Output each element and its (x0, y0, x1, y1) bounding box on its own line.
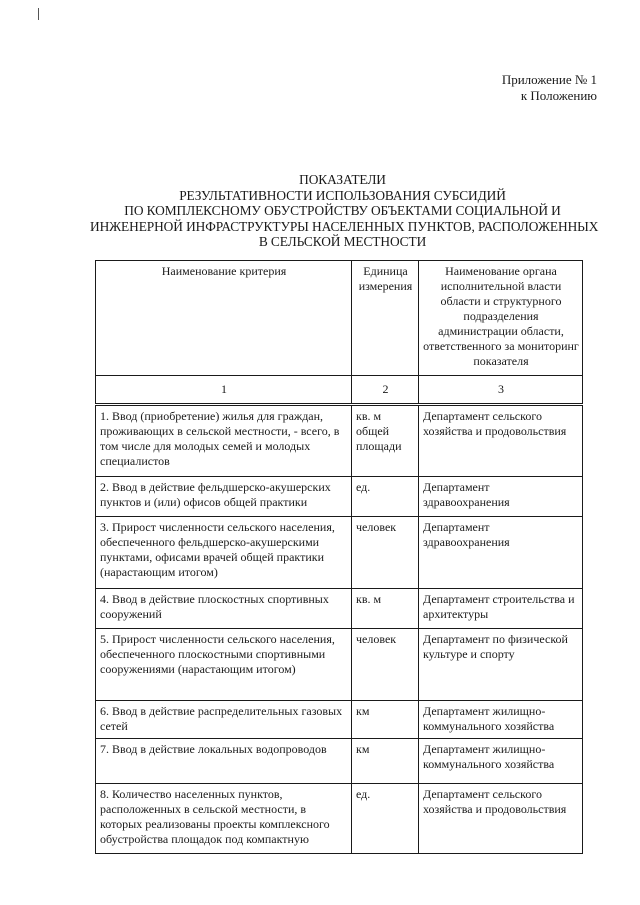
title-line: ПОКАЗАТЕЛИ (299, 172, 386, 187)
scan-mark (38, 8, 39, 20)
unit-cell: км (352, 739, 419, 784)
indicators-table (95, 260, 583, 854)
criterion-cell: 8. Количество населенных пунктов, расположенных в сельской местности, в которых реализованы проекты комплексного обустройства площадок под компактную (96, 784, 352, 854)
title-line: ИНЖЕНЕРНОЙ ИНФРАСТРУКТУРЫ НАСЕЛЕННЫХ ПУНКТОВ, РАСПОЛОЖЕННЫХ (90, 218, 599, 234)
department-cell: Департамент строительства и архитектуры (419, 589, 583, 629)
header-criterion: Наименование критерия (96, 261, 352, 376)
header-unit: Единица измерения (352, 261, 419, 376)
column-number: 3 (419, 376, 583, 405)
criterion-cell: 6. Ввод в действие распределительных газовых сетей (96, 701, 352, 739)
unit-cell: человек (352, 629, 419, 701)
unit-cell: кв. м (352, 589, 419, 629)
table-row (96, 589, 583, 629)
department-cell: Департамент по физической культуре и спорту (419, 629, 583, 701)
column-number-row (96, 376, 583, 405)
table-row (96, 701, 583, 739)
unit-cell: ед. (352, 477, 419, 517)
unit-cell: кв. м общей площади (352, 405, 419, 477)
criterion-cell: 2. Ввод в действие фельдшерско-акушерских пунктов и (или) офисов общей практики (96, 477, 352, 517)
table-row (96, 784, 583, 854)
unit-cell: человек (352, 517, 419, 589)
criterion-cell: 1. Ввод (приобретение) жилья для граждан, проживающих в сельской местности, - всего, в том числе для молодых семей и молодых специалистов (96, 405, 352, 477)
table-row (96, 477, 583, 517)
appendix-line-1: Приложение № 1 (501, 72, 597, 87)
unit-cell: км (352, 701, 419, 739)
department-cell: Департамент здравоохранения (419, 477, 583, 517)
title-line: В СЕЛЬСКОЙ МЕСТНОСТИ (258, 234, 427, 250)
table-header-row (96, 261, 583, 376)
table-row (96, 405, 583, 477)
document-title (90, 172, 599, 250)
column-number: 1 (96, 376, 352, 405)
column-number: 2 (352, 376, 419, 405)
department-cell: Департамент жилищно-коммунального хозяйства (419, 739, 583, 784)
header-department: Наименование органа исполнительной власти области и структурного подразделения администрации области, ответственного за мониторинг показателя (419, 261, 583, 376)
title-line: ПО КОМПЛЕКСНОМУ ОБУСТРОЙСТВУ ОБЪЕКТАМИ СОЦИАЛЬНОЙ И (124, 203, 561, 219)
table-row (96, 629, 583, 701)
table-row (96, 739, 583, 784)
department-cell: Департамент сельского хозяйства и продовольствия (419, 405, 583, 477)
department-cell: Департамент сельского хозяйства и продовольствия (419, 784, 583, 854)
department-cell: Департамент жилищно-коммунального хозяйства (419, 701, 583, 739)
criterion-cell: 7. Ввод в действие локальных водопроводов (96, 739, 352, 784)
criterion-cell: 4. Ввод в действие плоскостных спортивных сооружений (96, 589, 352, 629)
criterion-cell: 3. Прирост численности сельского населения, обеспеченного фельдшерско-акушерскими пунктами, офисами врачей общей практики (нарастающим итогом) (96, 517, 352, 589)
criterion-cell: 5. Прирост численности сельского населения, обеспеченного плоскостными спортивными сооружениями (нарастающим итогом) (96, 629, 352, 701)
appendix-note (502, 72, 597, 104)
appendix-line-2: к Положению (520, 88, 597, 103)
unit-cell: ед. (352, 784, 419, 854)
department-cell: Департамент здравоохранения (419, 517, 583, 589)
title-line: РЕЗУЛЬТАТИВНОСТИ ИСПОЛЬЗОВАНИЯ СУБСИДИЙ (179, 187, 506, 203)
table-row (96, 517, 583, 589)
